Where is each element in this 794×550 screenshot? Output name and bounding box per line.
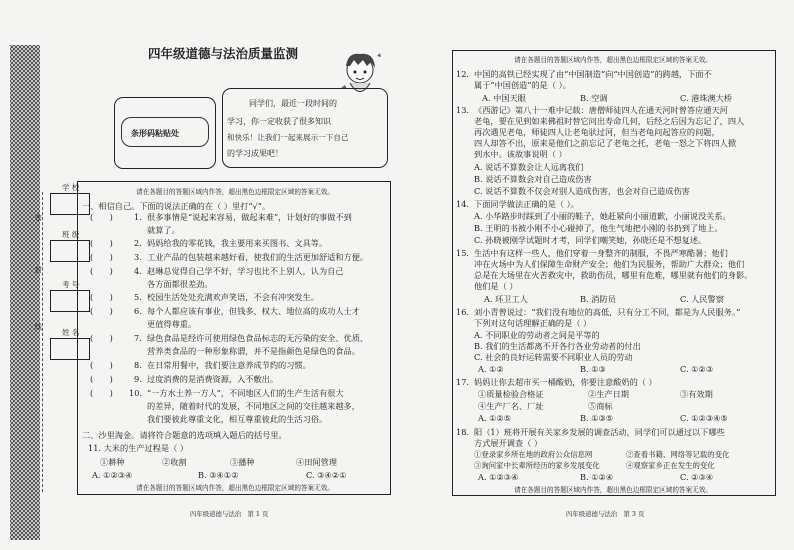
barcode-area (114, 97, 216, 169)
tf-item-text: 绿色食品是经许可使用绿色食品标志的无污染的安全、优质、 (147, 333, 369, 343)
tf-item-text: 的差异，随着时代的发展，不同地区之间的交往越来越多， (147, 401, 360, 411)
statement-option: ②生产日期 (588, 389, 629, 399)
tf-item-text: “一方水土养一方人”，不同地区人们的生产生活有很大 (147, 388, 344, 398)
option: ①耕种 (100, 457, 125, 467)
tf-item-text: 我们要彼此尊重文化，相互尊重彼此的生活习俗。 (147, 414, 328, 424)
answer-choice[interactable]: C. 人民警察 (680, 294, 724, 304)
question-text: 属于“中国创造”的是（ ）。 (474, 80, 571, 90)
name-label: 姓 名 (62, 328, 80, 337)
question-text: 冲在火场中为人们保障生命财产安全；他们为民服务，帮助广大群众；他们 (474, 259, 745, 269)
question-number: 12. (456, 69, 470, 79)
question-text: 总是在大场里在火苦救灾中，救助伤员，哪里有危难，哪里就有他们的身影。 (474, 270, 753, 280)
question-number: 15. (456, 248, 470, 258)
section2-heading: 二、沙里淘金。请将符合题意的选项填入题后的括号里。 (82, 430, 287, 440)
exam-number-label: 考 号 (62, 280, 80, 289)
answer-choice[interactable]: A. 中国天眼 (482, 93, 526, 103)
binding-mark: 线 (35, 323, 42, 331)
answer-choice[interactable]: B. 消防员 (580, 294, 616, 304)
question-text: 生活中有这样一些人，他们穿着一身整齐的制服，不畏严寒酷暑；他们 (474, 248, 728, 258)
tf-item-text: 营养类食品的一种形象称谓，并不是指颜色是绿色的食品。 (147, 346, 360, 356)
answer-choice[interactable]: B. ①③⑤ (580, 413, 614, 423)
statement-option: ③询问家中长辈所经历的家乡发展变化 (474, 461, 600, 470)
option: ③播种 (230, 457, 255, 467)
intro-line: 和快乐！让我们一起来展示一下自己 (227, 133, 349, 142)
statement-option: ④生产厂名、厂址 (478, 401, 544, 411)
question-text: 下面同学做法正确的是（ ）。 (474, 199, 579, 209)
tf-item-text: 校园生活处处充满欢声笑语，不会有冲突发生。 (147, 292, 319, 302)
question-text: 老龟，要在见到如来佛祖时替它问出寿命几何，后经之后因为忘记了，四人 (474, 116, 745, 126)
question-number: 17. (456, 377, 470, 387)
item-number: 6. (134, 306, 142, 316)
tf-item-text: 很多事情是“说起来容易，做起来难”，计划好的事做不到 (147, 212, 352, 222)
answer-choice[interactable]: A. 说话不算数会让人远离我们 (474, 162, 584, 172)
answer-paren[interactable]: ( ) (90, 212, 113, 222)
answer-notice-top: 请在各题目的答题区域内作答，超出黑色边框限定区域的答案无效。 (514, 56, 712, 64)
intro-line: 同学们，最近一段时间的 (249, 99, 337, 108)
question-text: 阳（1）班将开展有关家乡发展的调查活动，同学们可以通过以下哪些 (474, 427, 725, 437)
statement-option: B. 我们的生活都离不开各行各业劳动者的付出 (474, 341, 641, 351)
question-text: 方式展开调查（ ） (474, 438, 543, 448)
binding-cut-line (42, 192, 43, 492)
intro-line: 学习，你一定收获了很多知识 (227, 117, 331, 126)
statement-option: ②查看书籍、网络等记载的变化 (626, 450, 730, 459)
page-title: 四年级道德与法治质量监测 (148, 46, 299, 61)
answer-paren[interactable]: ( ) (90, 292, 113, 302)
answer-paren[interactable]: ( ) (90, 306, 113, 316)
answer-paren[interactable]: ( ) (90, 388, 113, 398)
question-text: 下列对这句话理解正确的是（ ） (474, 318, 592, 328)
statement-option: ④观察家乡正在发生的变化 (626, 461, 715, 470)
answer-choice[interactable]: C. ②③④ (680, 472, 714, 482)
statement-option: ③有效期 (680, 389, 713, 399)
tf-item-text: 工业产品的包装越来越好看，使我们的生活更加舒适和方便。 (147, 252, 369, 262)
page-footer: 四年级道德与法治 第 3 页 (566, 510, 645, 518)
answer-choice[interactable]: A. ①②③④ (92, 470, 133, 480)
statement-option: C. 社会的良好运转需要不同职业人员的劳动 (474, 352, 633, 362)
answer-choice[interactable]: C. ③④②① (306, 470, 347, 480)
answer-choice[interactable]: B. 空调 (580, 93, 608, 103)
answer-choice[interactable]: C. ①②③ (680, 364, 714, 374)
item-number: 3. (134, 252, 142, 262)
question-text: 他们是（ ） (474, 281, 518, 291)
question-number: 16. (456, 307, 470, 317)
answer-choice[interactable]: B. 说话不算数会对自己造成伤害 (474, 174, 592, 184)
binding-dot-strip (10, 45, 40, 540)
item-number: 4. (134, 266, 142, 276)
binding-mark: 密 (35, 214, 42, 222)
class-label: 班 级 (62, 230, 80, 239)
question-number: 18. (456, 427, 470, 437)
answer-paren[interactable]: ( ) (90, 266, 113, 276)
question-number: 13. (456, 105, 470, 115)
tf-item-text: 更值得尊重。 (147, 319, 197, 329)
answer-choice[interactable]: A. 小华路步时踩到了小丽的鞋子，她赶紧向小丽道歉，小丽说没关系。 (474, 211, 731, 221)
answer-choice[interactable]: C. ①②③④⑤ (680, 413, 728, 423)
answer-choice[interactable]: B. ①③ (580, 364, 606, 374)
school-label: 学 校 (62, 183, 80, 192)
answer-choice[interactable]: C. 港珠澳大桥 (680, 93, 733, 103)
intro-line: 的学习成果吧！ (227, 149, 283, 158)
option: ②收割 (162, 457, 187, 467)
item-number: 8. (134, 360, 142, 370)
question-text: 刘小青曾说过：“我们没有地位的高低，只有分工不同，都是为人民服务。” (474, 307, 741, 317)
item-number: 2. (134, 238, 142, 248)
answer-choice[interactable]: C. 说话不算数不仅会对别人造成伤害，也会对自己造成伤害 (474, 186, 690, 196)
intro-box (222, 88, 388, 168)
answer-choice[interactable]: A. ①② (478, 364, 504, 374)
question-stem: 11. 大米的生产过程是（ ） (88, 443, 189, 453)
tf-item-text: 过度消费的是消费资源，入不敷出。 (147, 374, 279, 384)
statement-option: ①登录家乡所在地的政府公众信息网 (474, 450, 593, 459)
tf-item-text: 各方面都很差劲。 (147, 279, 213, 289)
item-number: 10. (129, 388, 143, 398)
answer-paren[interactable]: ( ) (90, 360, 113, 370)
question-text: 中国的高铁已经实现了由“中国制造”向“中国创造”的跨越，下面不 (474, 69, 712, 79)
statement-option: A. 不同职业的劳动者之间是平等的 (474, 330, 600, 340)
answer-choice[interactable]: A. 环卫工人 (484, 294, 528, 304)
answer-paren[interactable]: ( ) (90, 238, 113, 248)
item-number: 5. (134, 292, 142, 302)
item-number: 7. (134, 333, 142, 343)
question-number: 14. (456, 199, 470, 209)
question-text: 四人却答不出，原来是他们之前忘记了老龟之托，老龟一怒之下将四人掀 (474, 138, 737, 148)
item-number: 9. (134, 374, 142, 384)
answer-choice[interactable]: B. ①②④ (580, 472, 614, 482)
answer-paren[interactable]: ( ) (90, 374, 113, 384)
answer-notice-bottom: 请在各题目的答题区域内作答，超出黑色边框限定区域的答案无效。 (136, 484, 334, 492)
answer-paren[interactable]: ( ) (90, 333, 113, 343)
binding-mark: 封 (35, 266, 42, 274)
answer-notice-top: 请在各题目的答题区域内作答，超出黑色边框限定区域的答案无效。 (136, 188, 334, 196)
page-footer: 四年级道德与法治 第 1 页 (190, 510, 269, 518)
section1-heading: 一、相信自己。下面的说法正确的在（ ）里打“√”。 (82, 201, 271, 211)
tf-item-text: 赵琳总觉得自己学不好，学习也比不上别人，认为自己 (147, 266, 344, 276)
tf-item-text: 在日常用餐中，我们要注意养成节约的习惯。 (147, 360, 311, 370)
answer-choice[interactable]: C. 孙晓被刚学试题时才考，同学们嘲笑她，孙晓还是不想复述。 (474, 235, 707, 245)
option: ④田间管理 (296, 457, 337, 467)
statement-option: ①质量检验合格证 (478, 389, 544, 399)
answer-choice[interactable]: B. ③④①② (198, 470, 239, 480)
question-text: 到水中。该故事说明（ ） (474, 149, 567, 159)
answer-notice-bottom: 请在各题目的答题区域内作答，超出黑色边框限定区域的答案无效。 (514, 486, 712, 494)
tf-item-text: 每个人都应该有事业，但钱多、权大、地位高的成功人士才 (147, 306, 360, 316)
answer-choice[interactable]: A. ①②⑤ (478, 413, 512, 423)
statement-option: ⑤商标 (588, 401, 613, 411)
question-text: 再次遇见老龟，师徒四人让老龟驮过河，但当老龟问起答应的问题， (474, 127, 720, 137)
question-text: 妈妈让你去超市买一桶酸奶，你要注意酸奶的（ ） (474, 377, 657, 387)
question-text: 《西游记》第八十一难中记载：唐僧师徒四人在通天河时曾答应通天河 (474, 105, 728, 115)
answer-paren[interactable]: ( ) (90, 252, 113, 262)
answer-choice[interactable]: A. ①②③④ (478, 472, 519, 482)
tf-item-text: 就算了。 (147, 225, 180, 235)
answer-choice[interactable]: B. 王明的书被小刚不小心碰掉了，他生气地把小刚的书扔到了地上。 (474, 223, 723, 233)
tf-item-text: 妈妈给我的零花钱，我主要用来买图书、文具等。 (147, 238, 328, 248)
barcode-label: 条形码粘贴处 (131, 128, 179, 138)
item-number: 1. (134, 212, 142, 222)
